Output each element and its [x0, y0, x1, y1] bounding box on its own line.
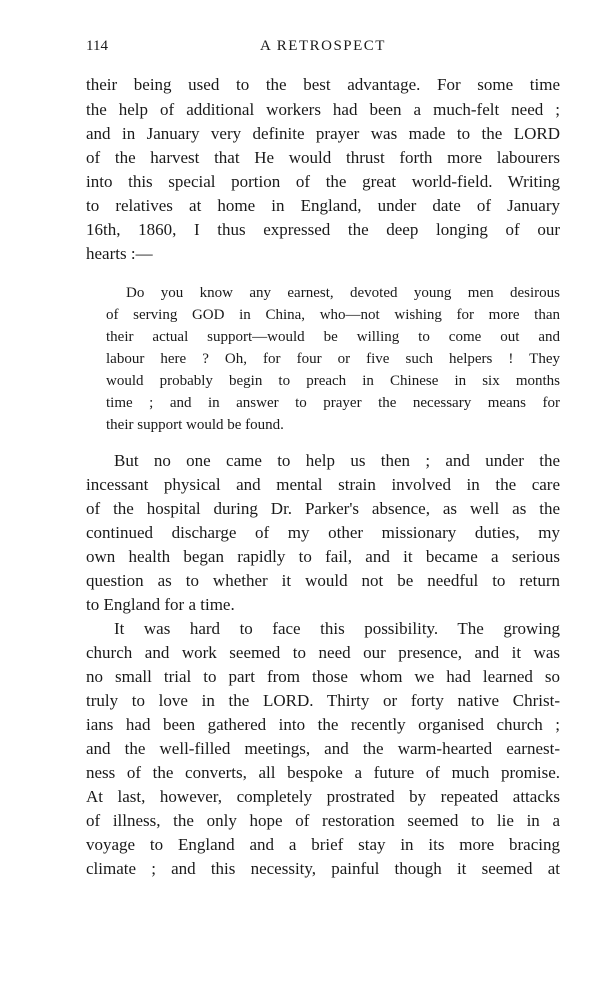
text-line: ians had been gathered into the recently organised church ; — [86, 715, 560, 734]
text-line: the help of additional workers had been a much-felt need ; — [86, 100, 560, 119]
text-line: to England for a time. — [86, 595, 235, 614]
text-line: their being used to the best advantage. For some time — [86, 75, 560, 94]
quote-line: of serving GOD in China, who—not wishing for more than — [106, 307, 560, 323]
text-line: of the harvest that He would thrust forth more labourers — [86, 148, 560, 167]
quote-line: Do you know any earnest, devoted young men desirous — [126, 285, 560, 301]
quote-line: their actual support—would be willing to come out and — [106, 329, 560, 345]
text-line: into this special portion of the great world-field. Writing — [86, 172, 560, 191]
text-line: 16th, 1860, I thus expressed the deep longing of our — [86, 220, 560, 239]
page-header — [86, 38, 560, 60]
text-line: and in January very definite prayer was made to the LORD — [86, 124, 560, 143]
quote-line: their support would be found. — [106, 417, 284, 433]
text-line: and the well-filled meetings, and the warm-hearted earnest- — [86, 739, 560, 758]
text-line: of illness, the only hope of restoration seemed to lie in a — [86, 811, 560, 830]
text-line: question as to whether it would not be needful to return — [86, 571, 560, 590]
text-line: of the hospital during Dr. Parker's absence, as well as the — [86, 499, 560, 518]
text-line: It was hard to face this possibility. The growing — [114, 619, 560, 638]
text-line: continued discharge of my other missionary duties, my — [86, 523, 560, 542]
text-line: ness of the converts, all bespoke a future of much promise. — [86, 763, 560, 782]
text-line: climate ; and this necessity, painful though it seemed at — [86, 859, 560, 878]
text-line: no small trial to part from those whom we had learned so — [86, 667, 560, 686]
quote-line: labour here ? Oh, for four or five such helpers ! They — [106, 351, 560, 367]
text-line: to relatives at home in England, under date of January — [86, 196, 560, 215]
running-title: A RETROSPECT — [260, 38, 386, 54]
text-line: But no one came to help us then ; and under the — [114, 451, 560, 470]
text-line: incessant physical and mental strain involved in the care — [86, 475, 560, 494]
quote-line: would probably begin to preach in Chinese in six months — [106, 373, 560, 389]
quote-line: time ; and in answer to prayer the necessary means for — [106, 395, 560, 411]
text-line: church and work seemed to need our presence, and it was — [86, 643, 560, 662]
text-line: At last, however, completely prostrated by repeated attacks — [86, 787, 560, 806]
text-line: hearts :— — [86, 244, 153, 263]
text-line: voyage to England and a brief stay in its more bracing — [86, 835, 560, 854]
page-number: 114 — [86, 38, 108, 54]
text-line: own health began rapidly to fail, and it became a serious — [86, 547, 560, 566]
text-line: truly to love in the LORD. Thirty or forty native Christ- — [86, 691, 560, 710]
